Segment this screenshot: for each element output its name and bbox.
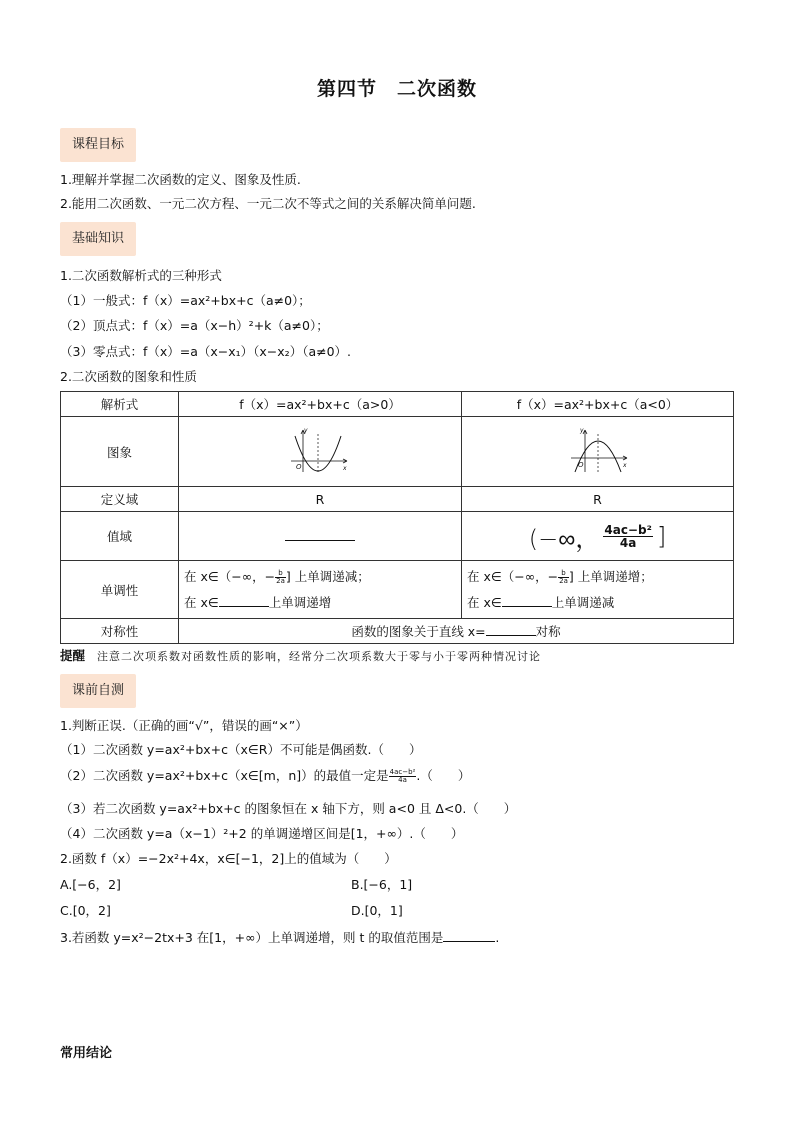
tip-text: 注意二次项系数对函数性质的影响，经常分二次项系数大于零与小于零两种情况讨论 <box>97 650 541 663</box>
fraction-denominator: 4a <box>398 776 407 784</box>
mono-text: ] 上单调递增； <box>568 568 653 584</box>
range-a-positive-cell <box>179 512 462 561</box>
range-fraction <box>603 524 652 549</box>
mono-text: 上单调递减 <box>551 594 615 610</box>
domain-a-negative: R <box>462 487 734 512</box>
q1-stem: 1.判断正误.（正确的画“√”，错误的画“×”） <box>60 718 308 733</box>
mono-text: 上单调递增 <box>268 594 332 610</box>
interval-blank <box>502 594 552 607</box>
header-expression: 解析式 <box>61 392 179 417</box>
range-right: ] <box>656 522 667 550</box>
goal-2: 2.能用二次函数、一元二次方程、一元二次不等式之间的关系解决简单问题. <box>60 196 476 211</box>
mono-text: 在 x∈ <box>184 594 219 610</box>
graph-upward-cell <box>179 417 462 487</box>
y-axis-label: y <box>579 426 584 434</box>
q3-blank <box>443 929 495 942</box>
q1-item-4: （4）二次函数 y=a（x−1）²+2 的单调递增区间是[1，+∞）.（ ） <box>60 826 464 841</box>
origin-label: O <box>296 462 302 471</box>
mono-a-negative-line2 <box>467 590 733 616</box>
mono-a-positive-line2 <box>184 590 461 616</box>
parabola-curve <box>295 436 341 471</box>
section-tag-basics: 基础知识 <box>60 222 136 256</box>
vertex-fraction <box>275 570 286 585</box>
q3 <box>60 929 499 946</box>
q2-option-b: B.[−6，1] <box>351 877 413 892</box>
x-axis-label: x <box>622 461 627 469</box>
y-axis-label: y <box>304 426 308 434</box>
row-label-symmetry: 对称性 <box>61 619 179 644</box>
q1-item-3: （3）若二次函数 y=ax²+bx+c 的图象恒在 x 轴下方，则 a<0 且 Δ<0.（ ） <box>60 801 517 816</box>
symmetry-text: 函数的图象关于直线 x= <box>351 624 486 639</box>
range-blank <box>285 528 355 541</box>
header-a-negative: f（x）=ax²+bx+c（a<0） <box>462 392 734 417</box>
mono-a-positive-cell <box>179 561 462 619</box>
table-row <box>61 619 734 644</box>
section-tag-goals: 课程目标 <box>60 128 136 162</box>
row-label-domain: 定义域 <box>61 487 179 512</box>
fraction-denominator: 2a <box>276 576 285 585</box>
table-row <box>61 392 734 417</box>
upward-parabola-graph <box>289 426 351 478</box>
mono-a-negative-cell <box>462 561 734 619</box>
mono-text: 在 x∈（−∞，− <box>184 568 276 584</box>
formula-zero: （3）零点式：f（x）=a（x−x₁）（x−x₂）（a≠0）. <box>60 344 352 359</box>
x-axis-label: x <box>343 464 347 472</box>
row-label-range: 值域 <box>61 512 179 561</box>
q3-text: 3.若函数 y=x²−2tx+3 在[1，+∞）上单调递增，则 t 的取值范围是 <box>60 930 444 945</box>
table-row <box>61 487 734 512</box>
interval-blank <box>219 594 269 607</box>
q3-text: . <box>495 930 500 945</box>
graph-downward-cell <box>462 417 734 487</box>
fraction-denominator: 2a <box>559 576 568 585</box>
mono-a-negative-line1 <box>467 564 733 590</box>
table-row <box>61 417 734 487</box>
mono-text: ] 上单调递减； <box>285 568 370 584</box>
symmetry-blank <box>486 623 536 636</box>
q1-item-1: （1）二次函数 y=ax²+bx+c（x∈R）不可能是偶函数.（ ） <box>60 742 422 757</box>
table-row <box>61 512 734 561</box>
range-numerator: 4ac−b² <box>604 522 652 537</box>
tip <box>60 648 541 665</box>
mono-a-positive-line1 <box>184 564 461 590</box>
range-denominator: 4a <box>619 535 637 550</box>
vertex-fraction <box>558 570 569 585</box>
fraction-numerator: b <box>275 570 286 578</box>
basics-heading-1: 1.二次函数解析式的三种形式 <box>60 268 222 283</box>
fraction-numerator: 4ac−b² <box>389 768 416 776</box>
row-label-monotonicity: 单调性 <box>61 561 179 619</box>
symmetry-cell <box>179 619 734 644</box>
basics-heading-2: 2.二次函数的图象和性质 <box>60 369 197 384</box>
origin-label: O <box>577 460 584 469</box>
range-a-negative-cell <box>462 512 734 561</box>
q2-option-c: C.[0，2] <box>60 903 111 918</box>
symmetry-text: 对称 <box>535 624 561 639</box>
q2-stem: 2.函数 f（x）=−2x²+4x，x∈[−1，2]上的值域为（ ） <box>60 851 397 866</box>
q1-item-2 <box>60 768 470 784</box>
section-tag-selftest: 课前自测 <box>60 674 136 708</box>
q2-option-d: D.[0，1] <box>351 903 403 918</box>
goal-1: 1.理解并掌握二次函数的定义、图象及性质. <box>60 172 301 187</box>
tip-label: 提醒 <box>60 648 86 663</box>
downward-parabola-graph <box>567 426 629 478</box>
table-row <box>61 561 734 619</box>
q2-option-a: A.[−6，2] <box>60 877 121 892</box>
fraction-numerator: b <box>558 570 569 578</box>
formula-vertex: （2）顶点式：f（x）=a（x−h）²+k（a≠0）； <box>60 318 329 333</box>
row-label-graph: 图象 <box>61 417 179 487</box>
domain-a-positive: R <box>179 487 462 512</box>
range-left: (−∞， <box>528 524 600 553</box>
section-heading-conclusions: 常用结论 <box>60 1046 113 1061</box>
quadratic-properties-table <box>60 391 734 644</box>
q1-item-2-text: .（ ） <box>416 768 471 783</box>
mono-text: 在 x∈ <box>467 594 502 610</box>
q1-item-2-text: （2）二次函数 y=ax²+bx+c（x∈[m，n]）的最值一定是 <box>60 768 389 783</box>
formula-general: （1）一般式：f（x）=ax²+bx+c（a≠0）； <box>60 293 311 308</box>
mono-text: 在 x∈（−∞，− <box>467 568 559 584</box>
header-a-positive: f（x）=ax²+bx+c（a>0） <box>179 392 462 417</box>
page-title: 第四节 二次函数 <box>316 78 477 100</box>
q1-item-2-fraction <box>389 769 417 784</box>
